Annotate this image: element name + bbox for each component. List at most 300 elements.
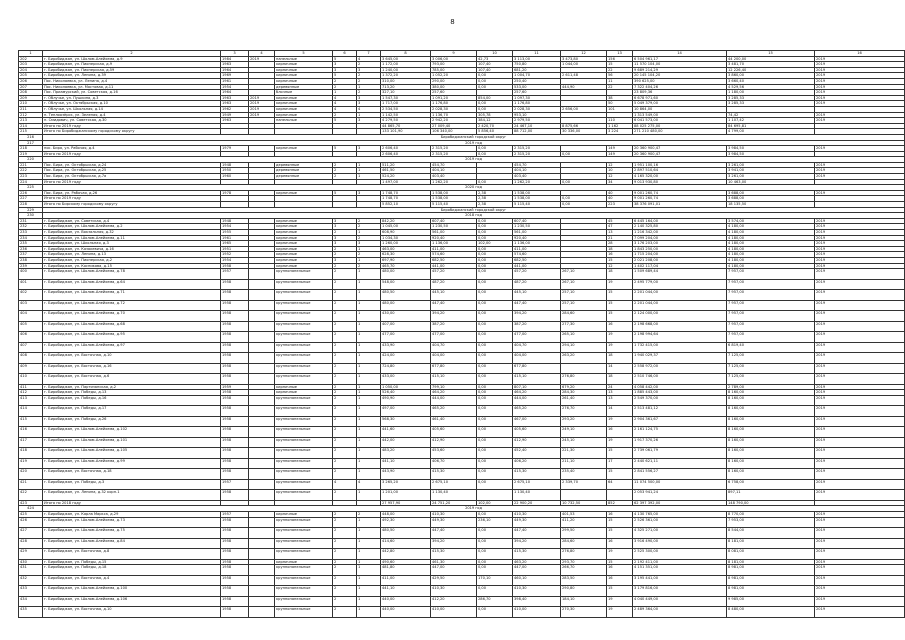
table-cell: 1958 bbox=[221, 559, 249, 565]
table-cell: 4 180,00 bbox=[727, 246, 815, 252]
column-number: 12 bbox=[561, 51, 607, 57]
table-cell: 2019 bbox=[815, 311, 905, 322]
row-number: 210 bbox=[19, 101, 43, 107]
column-number: 10 bbox=[477, 51, 513, 57]
table-cell: 15 bbox=[607, 517, 633, 528]
address-cell: г. Биробиджан, ул. Победы, д.3 bbox=[43, 479, 221, 490]
table-cell: крупнопанельные bbox=[275, 332, 333, 343]
table-cell: 4 bbox=[333, 106, 357, 112]
table-cell bbox=[249, 342, 275, 353]
table-cell: 415,30 bbox=[513, 549, 561, 560]
table-cell: 607,40 bbox=[431, 218, 477, 224]
table-cell: 4 bbox=[333, 479, 357, 490]
table-cell bbox=[249, 300, 275, 311]
row-number: 413 bbox=[19, 395, 43, 406]
table-cell: 2019 bbox=[815, 512, 905, 518]
table-cell: 211,10 bbox=[561, 458, 607, 469]
table-row bbox=[19, 395, 905, 406]
table-cell: 2019 bbox=[815, 559, 905, 565]
row-number: 429 bbox=[19, 549, 43, 560]
table-cell: 0,00 bbox=[477, 101, 513, 107]
table-cell: 7 957,00 bbox=[727, 311, 815, 322]
table-cell bbox=[249, 374, 275, 385]
address-cell: г. Биробиджан, ул. Шолом-Алейхема, д.70 bbox=[43, 311, 221, 322]
table-cell: 2019 bbox=[815, 575, 905, 586]
address-cell: г. Биробиджан, ул. Шолом-Алейхема, д.101 bbox=[43, 437, 221, 448]
row-number: 204 bbox=[19, 67, 43, 73]
table-cell: крупнопанельные bbox=[275, 395, 333, 406]
table-cell: 2019 bbox=[815, 224, 905, 230]
table-cell: 19 bbox=[607, 416, 633, 427]
table-cell: 0,00 bbox=[477, 353, 513, 364]
table-cell: 2 192 411,00 bbox=[633, 559, 727, 565]
table-cell: 2019 bbox=[815, 241, 905, 247]
address-cell: г. Биробиджан, ул. Ленина, д.39 bbox=[43, 73, 221, 79]
table-cell: 1979 bbox=[221, 146, 249, 152]
table-cell bbox=[249, 332, 275, 343]
table-cell: 221,30 bbox=[561, 448, 607, 459]
table-cell: 447,40 bbox=[513, 300, 561, 311]
table-cell: 250,40 bbox=[513, 78, 561, 84]
row-number: 404 bbox=[19, 311, 43, 322]
table-cell: 403,40 bbox=[431, 174, 477, 180]
table-cell: 2019 bbox=[815, 246, 905, 252]
table-cell: 1 bbox=[357, 342, 381, 353]
table-cell: 6 819,40 bbox=[727, 342, 815, 353]
table-cell: 5 852,10 bbox=[381, 202, 431, 208]
table-cell: 1 bbox=[357, 395, 381, 406]
table-cell: 410,30 bbox=[513, 512, 561, 518]
row-number: 426 bbox=[19, 517, 43, 528]
table-cell: 1954 bbox=[221, 224, 249, 230]
table-cell: 1 bbox=[357, 469, 381, 480]
row-number: 215 bbox=[19, 129, 43, 135]
table-cell: 4 165 320,00 bbox=[633, 174, 727, 180]
row-number: 405 bbox=[19, 321, 43, 332]
address-cell: г. Биробиджан, ул. Шолом-Алейхема, д.99 bbox=[43, 458, 221, 469]
table-cell: 1 bbox=[357, 290, 381, 301]
table-cell: 4 799,00 bbox=[727, 129, 815, 135]
table-cell: 1 917 370,26 bbox=[633, 437, 727, 448]
table-cell: 22 900,20 bbox=[513, 500, 561, 506]
table-cell: крупнопанельные bbox=[275, 353, 333, 364]
table-cell: 1 951 100,16 bbox=[633, 162, 727, 168]
table-cell: 9 001 260,74 bbox=[633, 190, 727, 196]
table-cell: 897,11 bbox=[727, 490, 815, 501]
row-number: 235 bbox=[19, 241, 43, 247]
row-number: 229 bbox=[19, 207, 43, 213]
table-cell: 266,70 bbox=[561, 565, 607, 576]
table-cell: кирпичные bbox=[275, 224, 333, 230]
table-cell: 682,50 bbox=[431, 257, 477, 263]
table-cell: 2 bbox=[333, 290, 357, 301]
table-cell: 8 160,00 bbox=[727, 406, 815, 417]
table-cell: 443,90 bbox=[381, 469, 431, 480]
table-cell: 293,20 bbox=[561, 416, 607, 427]
row-number: 234 bbox=[19, 235, 43, 241]
table-cell: 490,60 bbox=[381, 559, 431, 565]
table-cell bbox=[249, 363, 275, 374]
table-cell: 447,00 bbox=[431, 565, 477, 576]
table-cell: 1961 bbox=[221, 78, 249, 84]
table-cell: 2 140 325,80 bbox=[633, 224, 727, 230]
row-number: 434 bbox=[19, 596, 43, 607]
table-row bbox=[19, 458, 905, 469]
table-row bbox=[19, 342, 905, 353]
table-cell: 460,10 bbox=[513, 575, 561, 586]
row-number: 226 bbox=[19, 190, 43, 196]
table-row bbox=[19, 607, 905, 618]
table-cell: 2 904 361,67 bbox=[633, 416, 727, 427]
table-cell bbox=[607, 490, 633, 501]
table-cell: 2019 bbox=[815, 321, 905, 332]
table-cell: 2 526 361,00 bbox=[633, 517, 727, 528]
table-cell: 1 180,00 bbox=[727, 90, 815, 96]
table-cell: 4 040 449,00 bbox=[633, 596, 727, 607]
table-cell: 19 bbox=[607, 437, 633, 448]
table-cell: кирпичные bbox=[275, 67, 333, 73]
table-cell: 184,10 bbox=[561, 596, 607, 607]
table-cell: 0,00 bbox=[561, 151, 607, 157]
table-cell: 444,00 bbox=[513, 395, 561, 406]
address-cell: Пос. Бира, ул. Октябрьская, д.25 bbox=[43, 168, 221, 174]
table-cell: 3 bbox=[333, 224, 357, 230]
table-cell: 1 216 342,00 bbox=[633, 230, 727, 236]
table-cell: 2019 bbox=[815, 416, 905, 427]
table-cell: 7 125,00 bbox=[727, 363, 815, 374]
table-row bbox=[19, 353, 905, 364]
table-cell: 464,20 bbox=[431, 390, 477, 396]
table-cell: крупнопанельные bbox=[275, 565, 333, 576]
table-cell: 13 bbox=[607, 230, 633, 236]
table-cell: 2 bbox=[333, 112, 357, 118]
address-cell: г. Биробиджан, ул. Пионерская, д.59 bbox=[43, 67, 221, 73]
table-cell: 14 bbox=[607, 406, 633, 417]
table-cell: 257,10 bbox=[561, 290, 607, 301]
table-cell: 276,80 bbox=[561, 549, 607, 560]
table-cell: 284,60 bbox=[561, 538, 607, 549]
table-cell: 411,20 bbox=[561, 517, 607, 528]
table-cell: 481,80 bbox=[381, 565, 431, 576]
table-cell: 4 bbox=[357, 479, 381, 490]
address-cell: Пос. Николаевка, ул. Ленина, д.4 bbox=[43, 78, 221, 84]
table-cell: 1 162 bbox=[607, 123, 633, 129]
table-cell: 2019 bbox=[815, 395, 905, 406]
table-cell: 1 bbox=[357, 517, 381, 528]
table-cell: 1958 bbox=[221, 437, 249, 448]
address-cell: г. Биробиджан, ул. Победы, д.18 bbox=[43, 565, 221, 576]
row-number: 218 bbox=[19, 146, 43, 152]
row-number: 424 bbox=[19, 506, 43, 512]
table-cell: 415,30 bbox=[431, 549, 477, 560]
table-cell: 441,60 bbox=[381, 427, 431, 438]
row-number: 408 bbox=[19, 353, 43, 364]
table-cell: 445,10 bbox=[431, 290, 477, 301]
table-cell: 16 bbox=[607, 575, 633, 586]
table-cell: 170,10 bbox=[477, 575, 513, 586]
table-cell: 449,30 bbox=[513, 517, 561, 528]
table-cell: 267,10 bbox=[561, 279, 607, 290]
column-number: 5 bbox=[275, 51, 333, 57]
table-cell: 1958 bbox=[221, 517, 249, 528]
table-cell: 0,00 bbox=[477, 269, 513, 280]
table-cell: 8 160,00 bbox=[727, 416, 815, 427]
table-cell: 2 bbox=[333, 458, 357, 469]
table-cell: 47 bbox=[607, 224, 633, 230]
table-cell: 7 957,00 bbox=[727, 300, 815, 311]
table-cell: 1 843 250,00 bbox=[633, 246, 727, 252]
table-cell: 1 538,00 bbox=[431, 190, 477, 196]
table-cell: 1 885 443,00 bbox=[633, 390, 727, 396]
table-cell: 4 151 351,00 bbox=[633, 565, 727, 576]
table-cell bbox=[561, 363, 607, 374]
table-cell: 2 201 044,00 bbox=[633, 300, 727, 311]
table-cell: 1958 bbox=[221, 448, 249, 459]
table-cell: 454,70 bbox=[513, 162, 561, 168]
row-number: 422 bbox=[19, 490, 43, 501]
table-cell: 441,10 bbox=[381, 586, 431, 597]
table-cell: 19 bbox=[607, 596, 633, 607]
row-number: 205 bbox=[19, 73, 43, 79]
table-cell: 465,70 bbox=[381, 263, 431, 269]
table-cell: 2 675,10 bbox=[513, 479, 561, 490]
row-number: 421 bbox=[19, 479, 43, 490]
table-cell: 5 115,40 bbox=[431, 202, 477, 208]
table-cell: 1958 bbox=[221, 596, 249, 607]
address-cell: г. Биробиджан, ул. Карла Маркса, д.29 bbox=[43, 512, 221, 518]
row-number: 219 bbox=[19, 151, 43, 157]
table-cell: кирпичные bbox=[275, 235, 333, 241]
table-cell: 1958 bbox=[221, 374, 249, 385]
table-cell: крупнопанельные bbox=[275, 437, 333, 448]
table-cell: 1 262,20 bbox=[431, 179, 477, 185]
table-cell: 404,10 bbox=[513, 168, 561, 174]
table-cell bbox=[249, 538, 275, 549]
table-cell: 0,00 bbox=[561, 202, 607, 208]
table-cell: 0,00 bbox=[477, 235, 513, 241]
table-cell: 2019 bbox=[815, 384, 905, 390]
table-cell bbox=[477, 490, 513, 501]
table-cell: 1 bbox=[357, 586, 381, 597]
table-cell: 102,00 bbox=[477, 241, 513, 247]
table-cell: 5 bbox=[333, 118, 357, 124]
table-cell: 1963 bbox=[221, 101, 249, 107]
table-cell: 445,10 bbox=[513, 290, 561, 301]
table-cell: 0,00 bbox=[477, 224, 513, 230]
table-cell: 1 044,00 bbox=[561, 62, 607, 68]
table-cell: 1958 bbox=[221, 416, 249, 427]
row-number: 221 bbox=[19, 162, 43, 168]
table-row bbox=[19, 586, 905, 597]
table-cell: 799,10 bbox=[431, 384, 477, 390]
table-cell: 394,20 bbox=[431, 538, 477, 549]
table-cell: 11 074 500,00 bbox=[633, 479, 727, 490]
table-cell: 2 028,30 bbox=[431, 106, 477, 112]
table-cell: 223 bbox=[607, 202, 633, 208]
table-cell bbox=[249, 311, 275, 322]
table-cell bbox=[249, 416, 275, 427]
table-cell: 34 bbox=[607, 179, 633, 185]
table-cell: 8 160,00 bbox=[727, 395, 815, 406]
table-cell: 2019 bbox=[815, 607, 905, 618]
table-row bbox=[19, 437, 905, 448]
table-cell bbox=[249, 596, 275, 607]
table-cell: 384,12 bbox=[477, 118, 513, 124]
table-cell: 299,50 bbox=[561, 528, 607, 539]
row-number: 402 bbox=[19, 290, 43, 301]
table-cell: 0,00 bbox=[477, 279, 513, 290]
table-cell: 2019 bbox=[815, 528, 905, 539]
table-cell bbox=[249, 528, 275, 539]
table-cell: 807,10 bbox=[513, 384, 561, 390]
table-cell: 1958 bbox=[221, 300, 249, 311]
table-cell: 1949 bbox=[221, 112, 249, 118]
table-cell: 2 bbox=[357, 512, 381, 518]
table-cell: 457,20 bbox=[513, 269, 561, 280]
table-cell: 1954 bbox=[221, 257, 249, 263]
table-cell: 415,10 bbox=[431, 374, 477, 385]
table-cell: 1957 bbox=[221, 512, 249, 518]
address-cell: г. Биробиджан, ул. Восточная, д.4 bbox=[43, 575, 221, 586]
table-cell: 245,10 bbox=[561, 437, 607, 448]
column-number: 1 bbox=[19, 51, 43, 57]
table-cell: крупнопанельные bbox=[275, 596, 333, 607]
table-cell: 2 bbox=[333, 549, 357, 560]
row-number: 400 bbox=[19, 269, 43, 280]
table-cell: 0,00 bbox=[477, 246, 513, 252]
table-cell: 1 bbox=[357, 311, 381, 322]
table-cell: 3 984,50 bbox=[727, 146, 815, 152]
table-cell: 3 113,00 bbox=[513, 56, 561, 62]
address-cell: г. Биробиджан, ул. Ленина, д.32 корп.1 bbox=[43, 490, 221, 501]
address-cell: г. Биробиджан, ул. Шолом-Алейхема, д.9 bbox=[43, 56, 221, 62]
table-cell: 2 789,00 bbox=[727, 384, 815, 390]
table-cell: 1 732 415,00 bbox=[633, 342, 727, 353]
table-cell: 4 058 442,00 bbox=[633, 384, 727, 390]
table-cell: 101 bbox=[607, 106, 633, 112]
table-cell: 2,38 bbox=[477, 202, 513, 208]
table-cell: деревянные bbox=[275, 174, 333, 180]
address-cell: г. Облучье, ул. Пушкина, д.3 bbox=[43, 95, 221, 101]
table-cell: 8 875,66 bbox=[561, 123, 607, 129]
table-cell: 1 bbox=[357, 607, 381, 618]
table-cell: 5 049 379,00 bbox=[633, 101, 727, 107]
table-cell: 2 bbox=[333, 575, 357, 586]
table-cell: 149 bbox=[607, 151, 633, 157]
table-cell: 441,00 bbox=[431, 263, 477, 269]
table-cell: 2 bbox=[333, 596, 357, 607]
table-cell: крупнопанельные bbox=[275, 416, 333, 427]
table-cell: 465,20 bbox=[513, 406, 561, 417]
address-cell: п. Смидович, ул. Советская, д.30 bbox=[43, 118, 221, 124]
table-cell: 0,00 bbox=[477, 363, 513, 374]
table-cell: 0,00 bbox=[477, 390, 513, 396]
table-cell: 2019 bbox=[815, 263, 905, 269]
table-cell: 19 bbox=[607, 549, 633, 560]
table-cell: 442,00 bbox=[381, 437, 431, 448]
table-cell: 16 bbox=[607, 512, 633, 518]
table-cell: крупнопанельные bbox=[275, 575, 333, 586]
column-number: 6 bbox=[333, 51, 357, 57]
table-cell: 44 865,70 bbox=[381, 123, 431, 129]
row-number: 238 bbox=[19, 257, 43, 263]
table-cell: 8 981,00 bbox=[727, 575, 815, 586]
table-cell: 0,00 bbox=[477, 374, 513, 385]
row-number: 231 bbox=[19, 218, 43, 224]
table-cell: 2 bbox=[333, 384, 357, 390]
table-cell: 4 180,00 bbox=[727, 230, 815, 236]
table-cell: 0,00 bbox=[477, 586, 513, 597]
table-cell: 257,10 bbox=[561, 300, 607, 311]
address-cell: г. Биробиджан, ул. Шолом-Алейхема, д.73 bbox=[43, 517, 221, 528]
address-cell: п. Теплоозёрск, ул. Зеленая, д.4 bbox=[43, 112, 221, 118]
table-row bbox=[19, 427, 905, 438]
table-cell: 2019 bbox=[815, 469, 905, 480]
column-number: 11 bbox=[513, 51, 561, 57]
table-cell bbox=[249, 490, 275, 501]
table-cell: 276,80 bbox=[561, 374, 607, 385]
table-cell: 5 856,40 bbox=[477, 129, 513, 135]
table-cell: 1 bbox=[357, 538, 381, 549]
table-cell: 15 bbox=[607, 62, 633, 68]
page-number: 8 bbox=[450, 18, 455, 26]
row-number: 236 bbox=[19, 246, 43, 252]
table-cell: 0,00 bbox=[477, 416, 513, 427]
table-cell: 1958 bbox=[221, 549, 249, 560]
table-cell: 607,40 bbox=[513, 218, 561, 224]
table-cell: 394,20 bbox=[513, 311, 561, 322]
table-cell: 1969 bbox=[221, 73, 249, 79]
table-cell: 1958 bbox=[221, 458, 249, 469]
table-cell: 0,00 bbox=[477, 427, 513, 438]
address-cell: г. Биробиджан, ул. Вокзальная, д.32 bbox=[43, 230, 221, 236]
table-cell: 7 957,00 bbox=[727, 269, 815, 280]
table-row bbox=[19, 300, 905, 311]
table-cell: 1958 bbox=[221, 263, 249, 269]
table-cell: 2019 bbox=[815, 279, 905, 290]
table-cell: 444,90 bbox=[561, 84, 607, 90]
table-cell: 1948 bbox=[221, 218, 249, 224]
table-cell: 1 201,00 bbox=[381, 490, 431, 501]
table-cell: 15 bbox=[607, 290, 633, 301]
table-cell: 107,40 bbox=[477, 62, 513, 68]
table-cell: 1958 bbox=[221, 406, 249, 417]
table-cell: 1 176,80 bbox=[513, 101, 561, 107]
table-cell: 2 bbox=[333, 390, 357, 396]
address-cell: г. Биробиджан, ул. Школьная, д.3 bbox=[43, 241, 221, 247]
table-cell: 2 bbox=[333, 559, 357, 565]
table-cell: 249,10 bbox=[561, 427, 607, 438]
table-cell: 677,80 bbox=[513, 363, 561, 374]
table-cell: 2,38 bbox=[477, 190, 513, 196]
table-cell: 415,30 bbox=[513, 469, 561, 480]
address-cell: г. Облучье, ул. Октябрьская, д.10 bbox=[43, 101, 221, 107]
address-cell: г. Биробиджан, ул. Восточная, д.10 bbox=[43, 607, 221, 618]
table-cell: 19 bbox=[607, 332, 633, 343]
table-cell: 0,00 bbox=[477, 78, 513, 84]
section-title: 2019 год bbox=[43, 506, 905, 512]
row-number: 227 bbox=[19, 196, 43, 202]
row-number: 432 bbox=[19, 575, 43, 586]
table-cell: 1951 bbox=[221, 246, 249, 252]
column-number: 16 bbox=[815, 51, 905, 57]
table-cell: 1 bbox=[357, 416, 381, 427]
row-number: 401 bbox=[19, 279, 43, 290]
table-cell: 410,30 bbox=[431, 512, 477, 518]
table-cell: 3 265,20 bbox=[381, 479, 431, 490]
table-cell: 2019 bbox=[815, 84, 905, 90]
table-cell: кирпичные bbox=[275, 246, 333, 252]
